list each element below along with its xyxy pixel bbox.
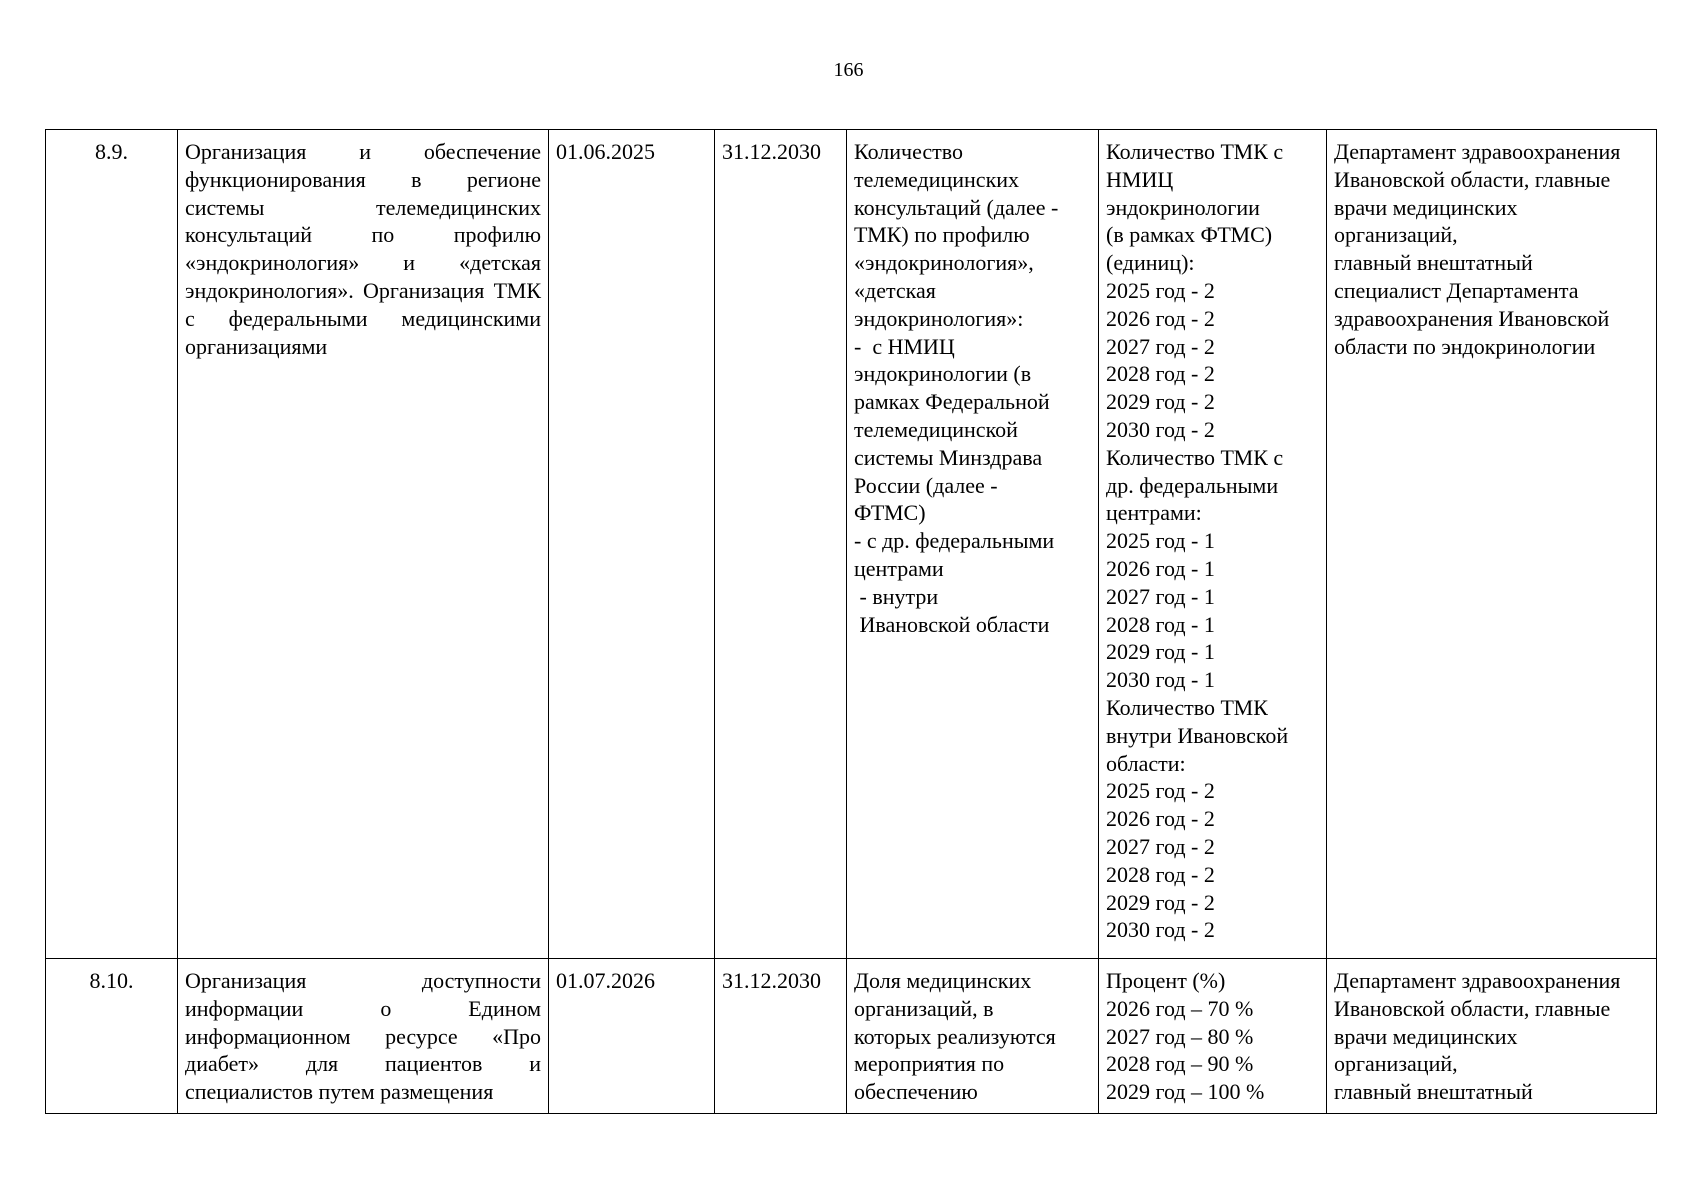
indicator-cell [847,959,1099,1114]
cell-line: 2030 год - 2 [1106,416,1215,442]
cell-line: 2030 год - 2 [1106,917,1215,943]
cell-line: 2029 год – 100 % [1106,1079,1265,1105]
cell-line: специалист Департамента [1334,277,1579,303]
cell-line: 2025 год - 1 [1106,528,1215,554]
cell-line: организаций, [1334,222,1458,248]
cell-line: 2028 год - 2 [1106,361,1215,387]
cell-line: организаций, [1334,1051,1458,1077]
cell-line: «детская [854,277,936,303]
cell-line: 2026 год - 1 [1106,555,1215,581]
cell-line: 2029 год - 2 [1106,889,1215,915]
cell-line: эндокринологии [1106,194,1260,220]
cell-line: 2029 год - 2 [1106,389,1215,415]
cell-line: телемедицинской [854,416,1018,442]
cell-line: Департамент здравоохранения [1334,968,1621,993]
cell-line: - с НМИЦ [854,333,955,359]
cell-line: области по эндокринологии [1334,333,1596,359]
activity-cell: Организация доступности информации о Едином информационном ресурсе «Про диабет» для пациентов и специалистов путем размещения [178,959,549,1114]
indicator-cell [847,130,1099,959]
cell-line: Процент (%) [1106,968,1226,993]
cell-line: главный внештатный [1334,1079,1533,1105]
cell-line: Количество ТМК [1106,694,1268,720]
target-values-cell [1099,959,1327,1114]
cell-line: (в рамках ФТМС) [1106,222,1273,248]
cell-line: консультаций (далее - [854,194,1059,220]
cell-line: 2027 год - 2 [1106,333,1215,359]
end-date-cell: 31.12.2030 [715,130,847,959]
cell-line: 2028 год – 90 % [1106,1051,1254,1077]
cell-line: Ивановской области, главные [1334,166,1611,192]
cell-line: 2025 год - 2 [1106,778,1215,804]
activity-cell: Организация и обеспечение функционирования в регионе системы телемедицинских консультаций по профилю «эндокринология» и «детская эндокринология». Организация ТМК с федеральными медицинскими организациями [178,130,549,959]
cell-line: 2026 год – 70 % [1106,995,1254,1021]
cell-line: области: [1106,750,1186,776]
table-row [46,959,1657,1114]
cell-line: эндокринология»: [854,305,1024,331]
cell-line: здравоохранения Ивановской [1334,305,1610,331]
cell-line: России (далее - [854,472,998,498]
cell-line: рамках Федеральной [854,389,1050,415]
cell-line: эндокринологии (в [854,361,1032,387]
target-values-cell [1099,130,1327,959]
cell-line: телемедицинских [854,166,1020,192]
cell-line: 2028 год - 2 [1106,861,1215,887]
responsible-cell [1327,959,1657,1114]
start-date-cell: 01.07.2026 [549,959,715,1114]
cell-line: внутри Ивановской [1106,722,1289,748]
cell-line: Количество [854,139,964,164]
cell-line: центрами: [1106,500,1202,526]
cell-line: 2028 год - 1 [1106,611,1215,637]
cell-line: (единиц): [1106,250,1195,276]
item-number-cell: 8.9. [46,130,178,959]
cell-line: врачи медицинских [1334,1023,1518,1049]
cell-line: НМИЦ [1106,166,1174,192]
cell-line: 2025 год - 2 [1106,277,1215,303]
table-body [46,130,1657,1114]
item-number-cell: 8.10. [46,959,178,1114]
cell-line: Количество ТМК с [1106,139,1284,164]
cell-line: которых реализуются [854,1023,1056,1049]
cell-line: организаций, в [854,995,994,1021]
cell-line: - внутри [854,583,939,609]
cell-line: др. федеральными [1106,472,1279,498]
cell-line: 2030 год - 1 [1106,667,1215,693]
cell-line: ФТМС) [854,500,926,526]
cell-line: 2027 год - 1 [1106,583,1215,609]
cell-line: врачи медицинских [1334,194,1518,220]
measures-table [45,129,1657,1114]
cell-line: главный внештатный [1334,250,1533,276]
cell-line: - с др. федеральными [854,528,1055,554]
cell-line: 2029 год - 1 [1106,639,1215,665]
cell-line: Количество ТМК с [1106,444,1284,470]
cell-line: Ивановской области [854,611,1050,637]
cell-line: обеспечению [854,1079,978,1105]
start-date-cell: 01.06.2025 [549,130,715,959]
cell-line: Доля медицинских [854,968,1032,993]
cell-line: центрами [854,555,944,581]
cell-line: 2026 год - 2 [1106,806,1215,832]
cell-line: «эндокринология», [854,250,1034,276]
cell-line: 2027 год – 80 % [1106,1023,1254,1049]
page-number: 166 [833,59,864,81]
cell-line: Департамент здравоохранения [1334,139,1621,164]
cell-line: 2027 год - 2 [1106,833,1215,859]
cell-line: мероприятия по [854,1051,1005,1077]
cell-line: 2026 год - 2 [1106,305,1215,331]
cell-line: ТМК) по профилю [854,222,1030,248]
responsible-cell [1327,130,1657,959]
table-row [46,130,1657,959]
end-date-cell: 31.12.2030 [715,959,847,1114]
cell-line: системы Минздрава [854,444,1043,470]
cell-line: Ивановской области, главные [1334,995,1611,1021]
